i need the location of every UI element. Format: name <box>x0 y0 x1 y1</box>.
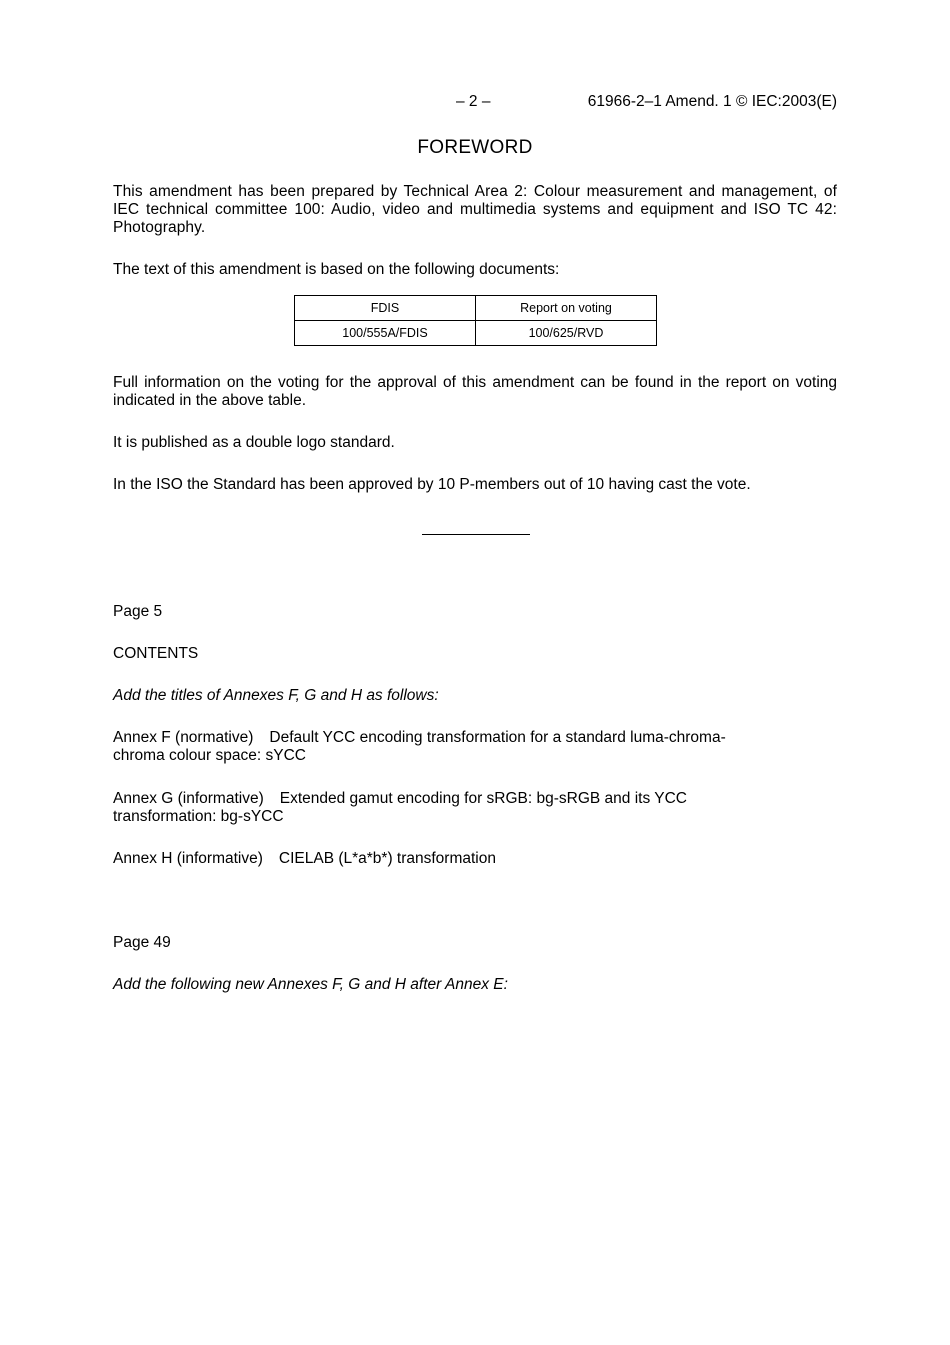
table-header-cell: Report on voting <box>476 296 657 321</box>
annex-g-entry <box>113 790 837 826</box>
contents-heading: CONTENTS <box>113 645 199 662</box>
foreword-title: FOREWORD <box>417 137 533 158</box>
section-divider <box>422 534 530 535</box>
page-number: – 2 – <box>456 93 491 110</box>
double-logo-paragraph: It is published as a double logo standard. <box>113 434 395 451</box>
annex-g-title-continued: transformation: bg-sYCC <box>113 808 284 825</box>
based-on-paragraph: The text of this amendment is based on the following documents: <box>113 261 560 278</box>
table-cell: 100/555A/FDIS <box>295 321 476 346</box>
table-row <box>295 321 657 346</box>
voting-documents-table <box>294 295 657 346</box>
document-reference: 61966-2–1 Amend. 1 © IEC:2003(E) <box>587 93 837 110</box>
annex-f-label: Annex F (normative) <box>113 729 254 746</box>
annex-g-title: Extended gamut encoding for sRGB: bg-sRGB and its YCC <box>279 790 687 807</box>
page-reference-5: Page 5 <box>113 603 163 620</box>
annex-h-label: Annex H (informative) <box>113 850 263 867</box>
page-reference-49: Page 49 <box>113 934 171 951</box>
annex-f-title-continued: chroma colour space: sYCC <box>113 747 306 764</box>
annex-f-entry <box>113 729 837 765</box>
annex-instruction: Add the following new Annexes F, G and H after Annex E: <box>113 976 508 993</box>
iso-vote-paragraph: In the ISO the Standard has been approved by 10 P-members out of 10 having cast the vote. <box>113 476 751 493</box>
contents-instruction: Add the titles of Annexes F, G and H as follows: <box>113 687 439 704</box>
annex-f-title: Default YCC encoding transformation for a standard luma-chroma- <box>269 729 726 746</box>
annex-g-label: Annex G (informative) <box>113 790 264 807</box>
table-cell: 100/625/RVD <box>476 321 657 346</box>
foreword-intro-paragraph: This amendment has been prepared by Technical Area 2: Colour measurement and management, of IEC technical committee 100: Audio, video and multimedia systems and equipment and ISO TC 42: Photography. <box>113 183 837 236</box>
annex-h-title: CIELAB (L*a*b*) transformation <box>278 850 496 867</box>
annex-h-entry <box>113 850 837 868</box>
full-information-paragraph: Full information on the voting for the approval of this amendment can be found in the report on voting indicated in the above table. <box>113 374 837 409</box>
table-header-cell: FDIS <box>295 296 476 321</box>
table-header-row <box>295 296 657 321</box>
